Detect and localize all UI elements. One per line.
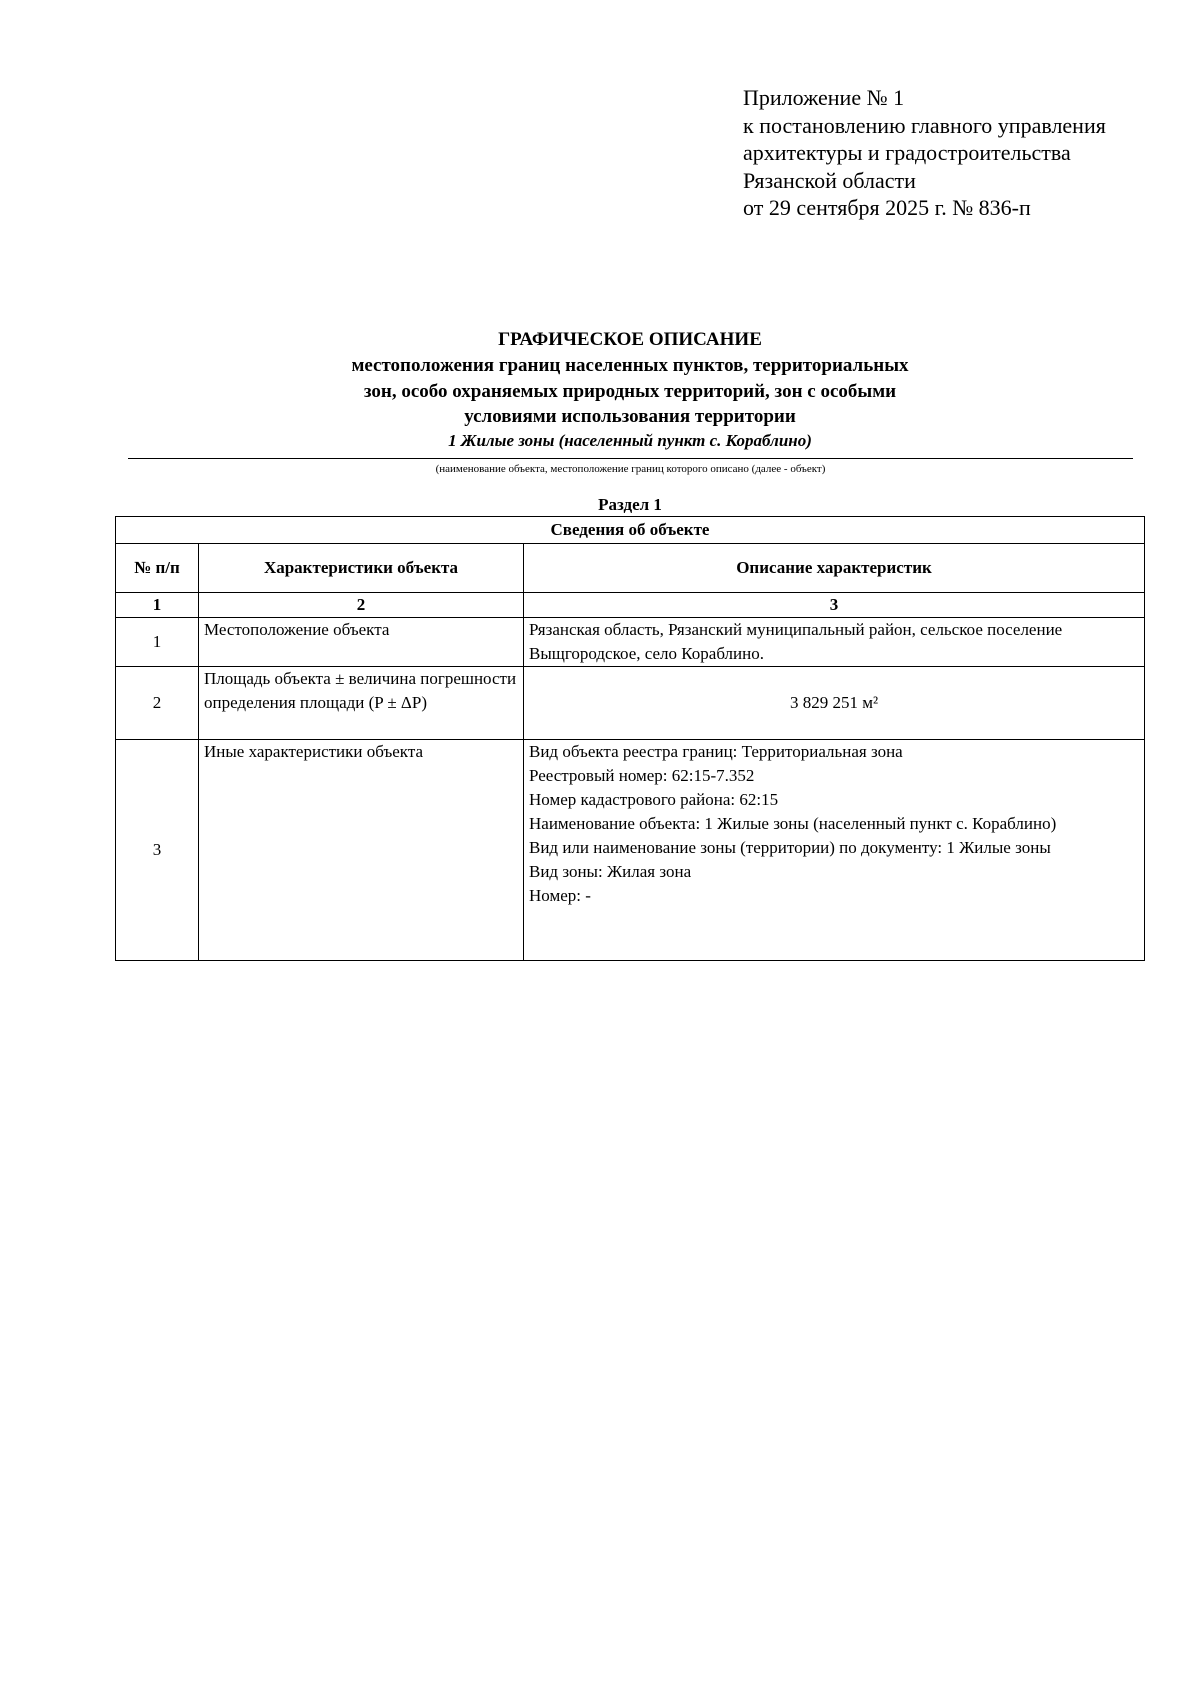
header-characteristic: Характеристики объекта — [199, 544, 524, 593]
description-line: Вид или наименование зоны (территории) по документу: 1 Жилые зоны — [529, 838, 1051, 857]
document-title: ГРАФИЧЕСКОЕ ОПИСАНИЕ — [498, 329, 762, 350]
table-title-row — [116, 517, 1145, 544]
appendix-line: к постановлению главного управления — [743, 112, 1106, 138]
row-number: 3 — [116, 740, 199, 961]
description-line: Номер кадастрового района: 62:15 — [529, 790, 779, 809]
column-index: 2 — [199, 593, 524, 618]
appendix-line: архитектуры и градостроительства — [743, 140, 1071, 165]
row-number: 2 — [116, 667, 199, 740]
object-info-table — [115, 516, 1145, 961]
row-characteristic: Площадь объекта ± величина погрешности определения площади (P ± ΔP) — [199, 667, 524, 740]
document-subtitle-line: зон, особо охраняемых природных территорий, зон с особыми — [363, 380, 897, 402]
table-row — [116, 740, 1145, 961]
table-title: Сведения об объекте — [116, 517, 1145, 544]
header-description: Описание характеристик — [524, 544, 1145, 593]
description-line: Вид объекта реестра границ: Территориальная зона — [529, 742, 903, 761]
row-description — [524, 740, 1145, 961]
table-row — [116, 667, 1145, 740]
document-subtitle-line: условиями использования территории — [464, 406, 796, 427]
object-name-caption: (наименование объекта, местоположение границ которого описано (далее - объект) — [435, 463, 826, 475]
row-number: 1 — [116, 618, 199, 667]
document-subtitle-line: местоположения границ населенных пунктов, территориальных — [351, 355, 909, 376]
column-index-row — [116, 593, 1145, 618]
appendix-line: Приложение № 1 — [743, 85, 905, 110]
description-line: Вид зоны: Жилая зона — [529, 862, 692, 881]
row-characteristic: Местоположение объекта — [199, 618, 524, 667]
column-index: 3 — [524, 593, 1145, 618]
row-description: 3 829 251 м² — [524, 667, 1145, 740]
column-index: 1 — [116, 593, 199, 618]
object-name-underline — [128, 458, 1133, 459]
row-description: Рязанская область, Рязанский муниципальный район, сельское поселение Выщгородское, село Кораблино. — [524, 618, 1145, 667]
row-characteristic: Иные характеристики объекта — [199, 740, 524, 961]
object-name: 1 Жилые зоны (населенный пункт с. Кораблино) — [448, 430, 812, 450]
appendix-line: от 29 сентября 2025 г. № 836-п — [743, 195, 1031, 220]
table-row — [116, 618, 1145, 667]
appendix-block — [743, 84, 1173, 222]
appendix-line: Рязанской области — [743, 167, 916, 193]
description-line: Реестровый номер: 62:15-7.352 — [529, 766, 755, 785]
document-title-block — [130, 327, 1130, 452]
section-label: Раздел 1 — [598, 495, 662, 514]
header-number-label: № п/п — [134, 558, 180, 577]
description-line: Номер: - — [529, 886, 591, 905]
header-number — [116, 544, 199, 593]
table-header-row — [116, 544, 1145, 593]
description-line: Наименование объекта: 1 Жилые зоны (населенный пункт с. Кораблино) — [529, 814, 1057, 833]
